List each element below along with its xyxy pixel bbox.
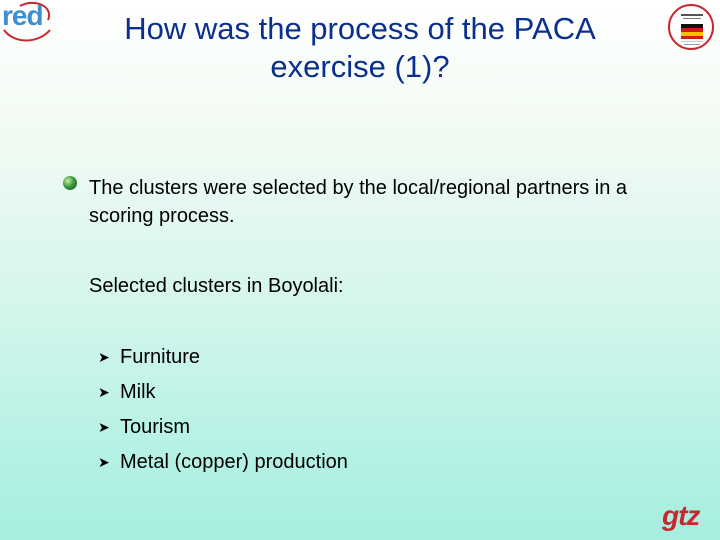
list-item (98, 340, 348, 375)
bullet-ball-icon (63, 176, 77, 190)
list-item-label: Metal (copper) production (120, 451, 348, 473)
cluster-list (98, 340, 348, 480)
partnership-badge-icon (668, 4, 714, 50)
clusters-subheading: Selected clusters in Boyolali: (89, 275, 344, 297)
red-logo-text: red (2, 0, 43, 31)
intro-paragraph: The clusters were selected by the local/regional partners in a scoring process. (89, 177, 628, 227)
red-logo (0, 0, 56, 44)
list-item-label: Furniture (120, 346, 201, 368)
slide-title: How was the process of the PACA exercise (1)? (124, 11, 596, 84)
list-item-label: Milk (120, 381, 156, 403)
list-item (98, 375, 348, 410)
arrow-bullet-icon: ➤ (98, 349, 110, 365)
arrow-bullet-icon: ➤ (98, 419, 110, 435)
list-item (98, 410, 348, 445)
arrow-bullet-icon: ➤ (98, 384, 110, 400)
list-item-label: Tourism (120, 416, 191, 438)
arrow-bullet-icon: ➤ (98, 454, 110, 470)
list-item (98, 445, 348, 480)
gtz-logo: gtz (662, 500, 700, 531)
